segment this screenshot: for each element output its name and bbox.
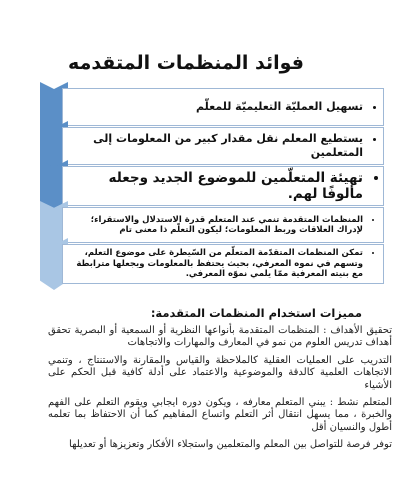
feature-paragraph: توفر فرصة للتواصل بين المعلم والمتعلمين واستجلاء الأفكار وتعزيزها أو تعديلها — [69, 439, 392, 451]
benefit-row-1 — [40, 88, 384, 126]
benefit-box — [62, 244, 384, 284]
page-title: فوائد المنظمات المتقدمه — [68, 52, 304, 74]
benefit-box — [62, 166, 384, 206]
features-body — [48, 325, 392, 457]
benefit-box — [62, 207, 384, 243]
benefit-text: • المنظمات المتقدمة تنمي عند المتعلم قدرة الاستدلال والاستقراء؛ لإدراك العلاقات وربط المعلومات؛ ليكون التعلّم ذا معنى تام — [69, 215, 363, 236]
benefit-row-2 — [40, 127, 384, 165]
benefit-box — [62, 88, 384, 126]
features-heading: مميزات استخدام المنظمات المتقدمة: — [150, 306, 362, 320]
feature-paragraph: تحقيق الأهداف : المنظمات المتقدمة بأنواعها النظرية أو السمعية أو البصرية تحقق أهداف تدريس العلوم من نمو في المعارف والمهارات والاتجاهات — [48, 325, 392, 349]
benefit-row-5 — [40, 244, 384, 284]
benefit-text: • يستطيع المعلم نقل مقدار كبير من المعلومات إلى المتعلمين — [69, 132, 363, 160]
benefit-text: • تمكن المنظمات المتقدّمة المتعلّم من السّيطرة على موضوع التعلم، وتسهم في نموه المعرفي، بحيث يحتفظ بالمعلومات ويجعلها مترابطة مع بنيته المعرفية ممّا يلمي نموّه المعرفي. — [69, 248, 363, 280]
benefits-diagram — [40, 88, 384, 285]
benefit-row-4 — [40, 207, 384, 243]
benefit-text: • تهيئة المتعلّمين للموضوع الجديد وجعله مألوفًا لهم. — [69, 170, 363, 202]
feature-paragraph: المتعلم نشط : يبني المتعلم معارفه ، ويكون دوره ايجابي ويقوم التعلم على الفهم والخبرة ، مما يسهل انتقال أثر التعلم واتساع المفاهيم كما أن الاحتفاظ بما تعلمه أطول والنسيان أقل — [48, 397, 392, 433]
benefit-box — [62, 127, 384, 165]
benefit-text: • تسهيل العمليّة التعليميّة للمعلّم — [196, 100, 363, 114]
benefit-row-3 — [40, 166, 384, 206]
feature-paragraph: التدريب على العمليات العقلية كالملاحظة والقياس والمقارنة والاستنتاج ، وتنمي الاتجاهات العلمية كالدقة والموضوعية والاعتماد على أدلة كافية قبل الحكم على الأشياء — [48, 354, 392, 391]
